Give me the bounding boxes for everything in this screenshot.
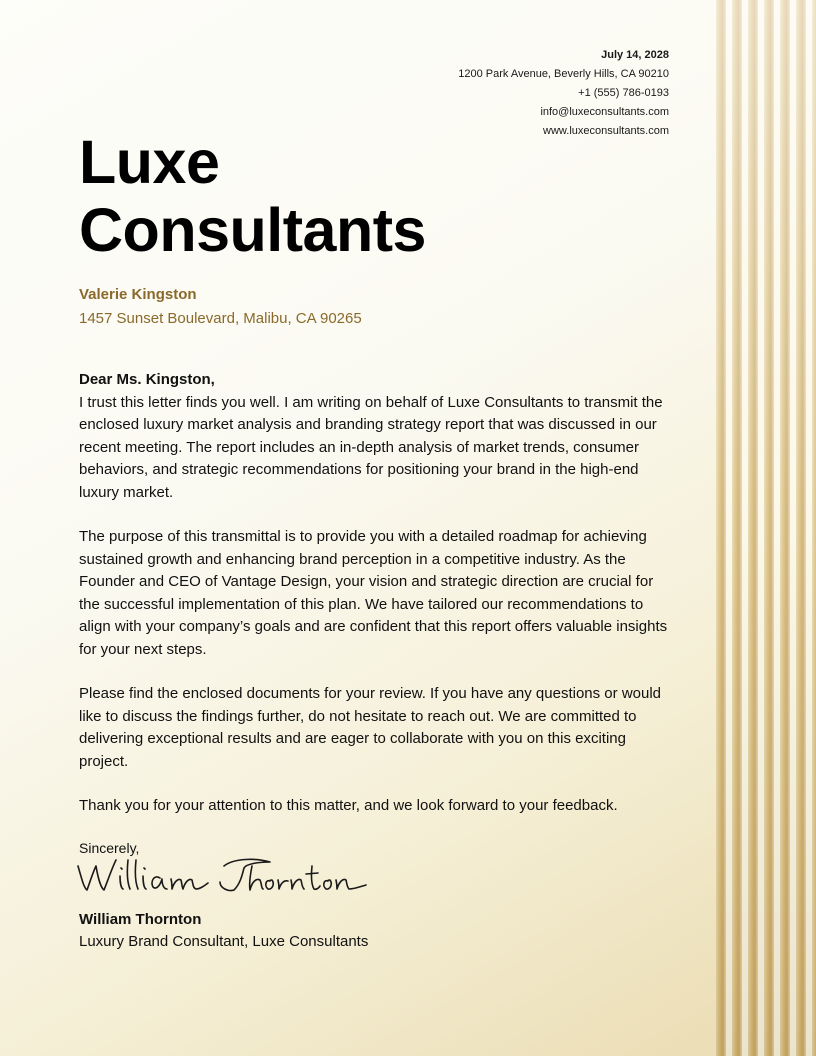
sender-email: info@luxeconsultants.com xyxy=(540,106,669,118)
signatory-block xyxy=(79,909,368,953)
signatory-name: William Thornton xyxy=(79,911,202,928)
salutation: Dear Ms. Kingston, xyxy=(79,371,215,388)
recipient-name: Valerie Kingston xyxy=(79,286,197,303)
handwritten-signature xyxy=(74,852,374,896)
letter-date: July 14, 2028 xyxy=(601,49,669,61)
sender-contact-block xyxy=(458,46,669,141)
paragraph-4: Thank you for your attention to this matter, and we look forward to your feedback. xyxy=(79,797,618,814)
company-name xyxy=(79,128,426,264)
gold-stripes-decoration xyxy=(716,0,816,1056)
sender-website: www.luxeconsultants.com xyxy=(543,125,669,137)
sender-address: 1200 Park Avenue, Beverly Hills, CA 90210 xyxy=(458,68,669,80)
company-name-line1: Luxe xyxy=(79,128,220,196)
paragraph-3: Please find the enclosed documents for your review. If you have any questions or would like to discuss the findings further, do not hesitate to reach out. We are committed to delivering exceptional results and are eager to collaborate with you on this exciting project. xyxy=(79,685,662,770)
signatory-title: Luxury Brand Consultant, Luxe Consultants xyxy=(79,933,369,950)
recipient-block xyxy=(79,283,362,331)
paragraph-1: I trust this letter finds you well. I am writing on behalf of Luxe Consultants to transmit the enclosed luxury market analysis and branding strategy report that was discussed in our recent meeting. The report includes an in-depth analysis of market trends, consumer behaviors, and strategic recommendations for positioning your brand in the high-end luxury market. xyxy=(79,393,663,501)
recipient-address: 1457 Sunset Boulevard, Malibu, CA 90265 xyxy=(79,310,362,327)
company-name-line2: Consultants xyxy=(79,196,426,264)
sender-phone: +1 (555) 786-0193 xyxy=(578,87,669,99)
paragraph-2: The purpose of this transmittal is to provide you with a detailed roadmap for achieving sustained growth and enhancing brand perception in a competitive industry. As the Founder and CEO of Vantage Design, your vision and strategic direction are crucial for the successful implementation of this plan. We have tailored our recommendations to align with your company’s goals and are confident that this report offers valuable insights for your next steps. xyxy=(79,528,668,658)
valediction: Sincerely, xyxy=(79,840,140,856)
letter-body xyxy=(79,369,669,840)
